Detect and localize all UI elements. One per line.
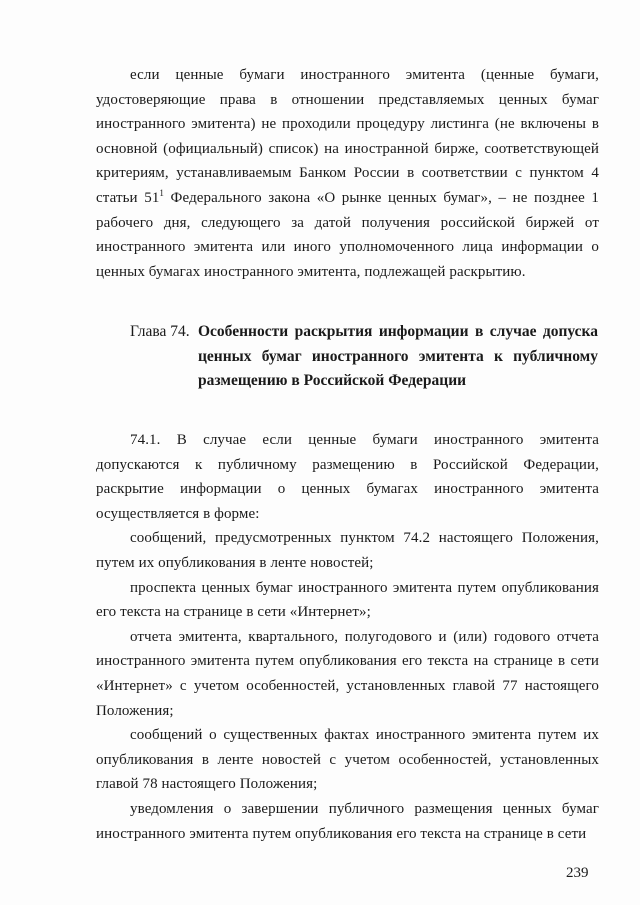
list-item-material-facts: сообщений о существенных фактах иностранного эмитента путем их опубликования в ленте новостей с учетом особенностей, установленных главой 78 настоящего Положения;: [96, 727, 599, 793]
list-item-placement-notice: уведомления о завершении публичного размещения ценных бумаг иностранного эмитента путем опубликования его текста на странице в сети: [96, 800, 599, 842]
list-item-reports: отчета эмитента, квартального, полугодового и (или) годового отчета иностранного эмитента путем опубликования его текста на странице в сети «Интернет» с учетом особенностей, установленных главой 77 настоящего Положения;: [96, 628, 599, 719]
paragraph-text: если ценные бумаги иностранного эмитента (ценные бумаги, удостоверяющие права в отношении представляемых ценных бумаг иностранного эмитента) не проходили процедуру листинга (не включены в основной (официальный) список) на иностранной бирже, соответствующей критериям, устанавливаемым Банком России в соответствии с пунктом 4 статьи 51: [96, 67, 599, 206]
paragraph-74-1: 74.1. В случае если ценные бумаги иностранного эмитента допускаются к публичному размещению в Российской Федерации, раскрытие информации о ценных бумагах иностранного эмитента осуществляется в форме:: [96, 432, 599, 522]
page-number: 239: [566, 865, 589, 881]
chapter-body: [96, 428, 599, 846]
list-item-prospectus: проспекта ценных бумаг иностранного эмитента путем опубликования его текста на странице в сети «Интернет»;: [96, 579, 599, 621]
paragraph-listing-deadline: [96, 63, 599, 284]
footnote-superscript: 1: [159, 187, 165, 198]
top-paragraph: [96, 63, 599, 284]
chapter-number: Глава 74.: [130, 323, 190, 340]
chapter-title: Особенности раскрытия информации в случае допуска ценных бумаг иностранного эмитента к публичному размещению в Российской Федерации: [198, 323, 598, 389]
paragraph-text-continued: Федерального закона «О рынке ценных бумаг», – не позднее 1 рабочего дня, следующего за датой получения российской биржей от иностранного эмитента или иного уполномоченного лица информации о ценных бумагах иностранного эмитента, подлежащей раскрытию.: [96, 189, 599, 280]
list-item-messages: сообщений, предусмотренных пунктом 74.2 настоящего Положения, путем их опубликования в ленте новостей;: [96, 530, 599, 571]
